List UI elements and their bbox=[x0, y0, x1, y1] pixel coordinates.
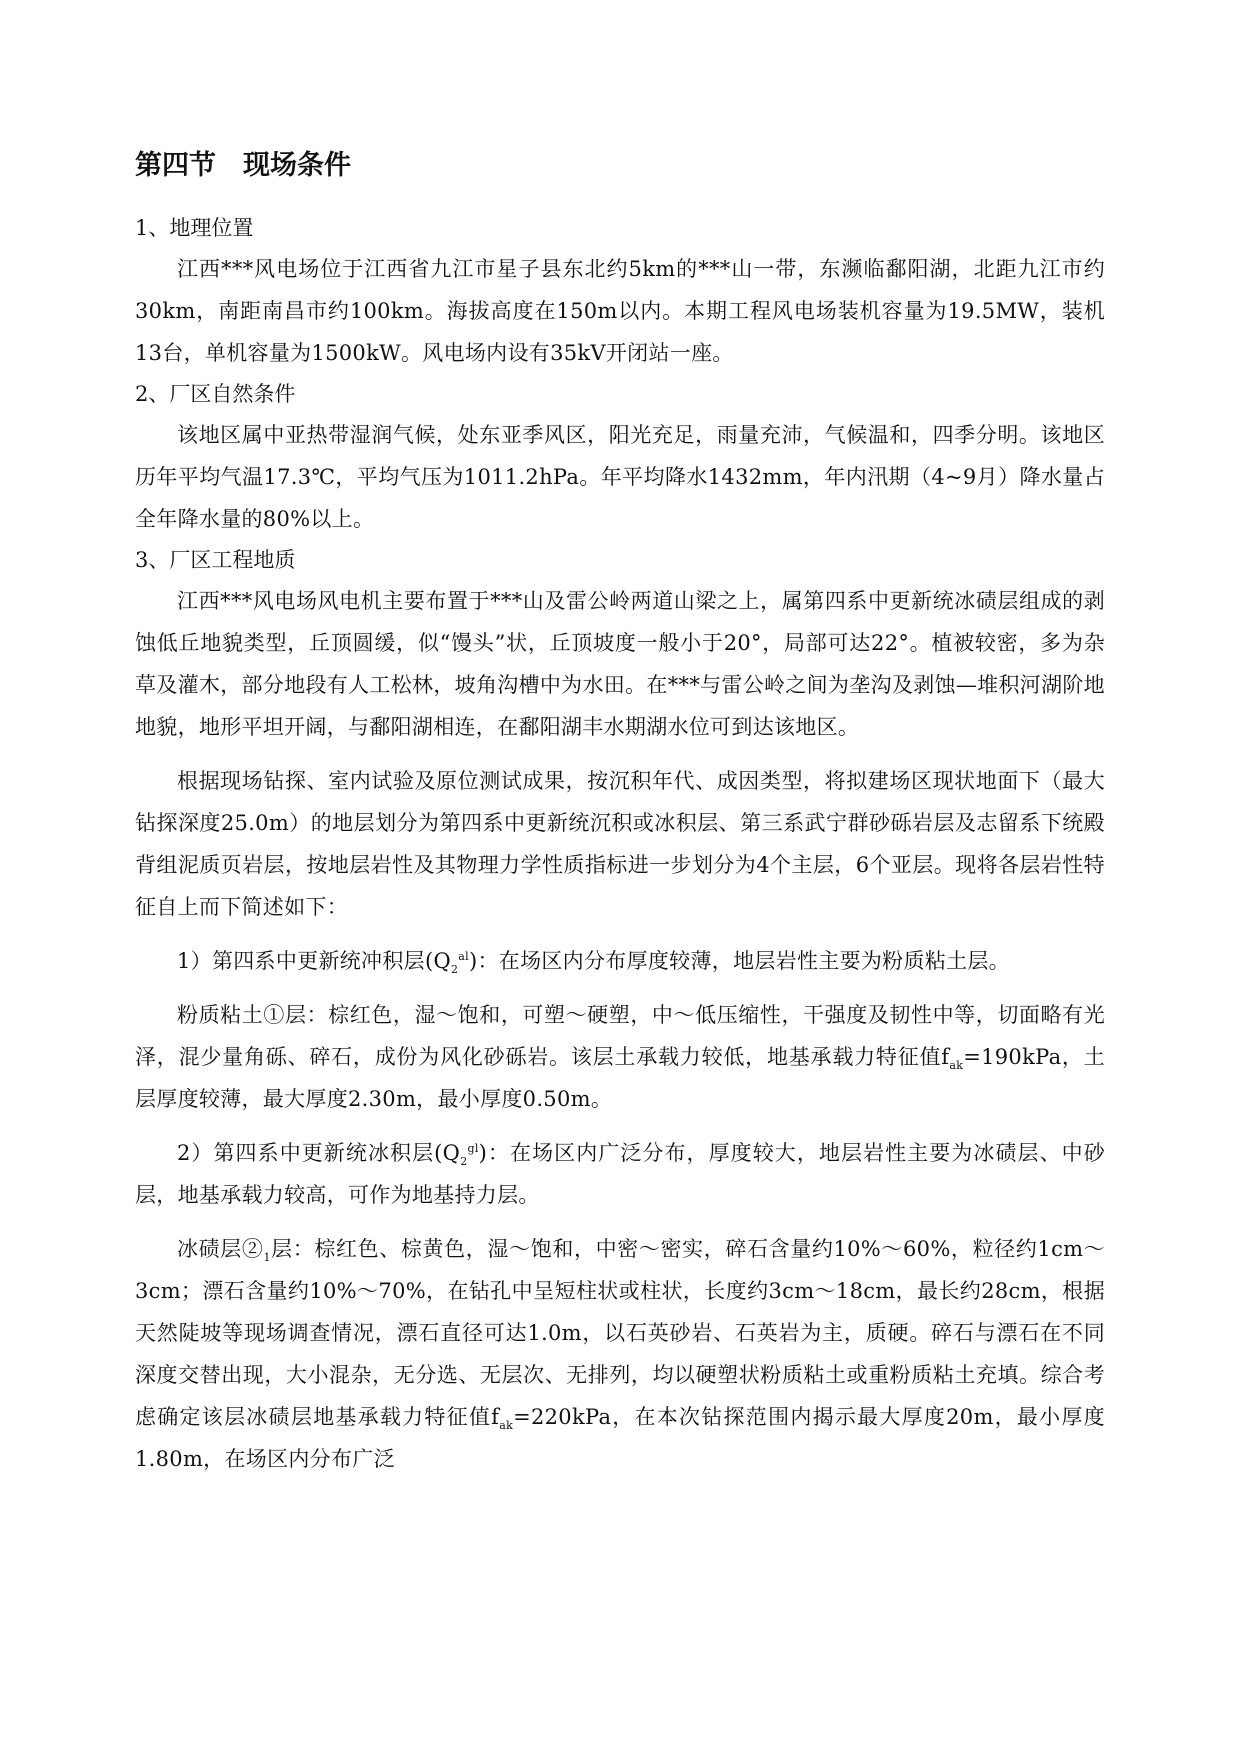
text-run: 1）第四系中更新统冲积层( bbox=[177, 949, 434, 974]
subsection-1-title: 1、地理位置 bbox=[135, 216, 254, 241]
section-heading: 第四节 现场条件 bbox=[135, 150, 351, 181]
layer-2-paragraph bbox=[135, 1132, 1105, 1216]
layer-subscript: 1 bbox=[263, 1251, 271, 1265]
paragraph: 该地区属中亚热带湿润气候，处东亚季风区，阳光充足，雨量充沛，气候温和，四季分明。该地区历年平均气温17.3℃，平均气压为1011.2hPa。年平均降水1432mm，年内汛期（4~9月）降水量占全年降水量的80%以上。 bbox=[135, 423, 1105, 532]
text-run: =190kPa，土层厚度较薄，最大厚度2.30m，最小厚度0.50m。 bbox=[135, 1045, 1105, 1112]
text-run: )：在场区内广泛分布，厚度较大，地层岩性主要为冰碛层、中砂层，地基承载力较高，可作为地基持力层。 bbox=[135, 1141, 1106, 1208]
layer-1-soil-paragraph bbox=[135, 994, 1105, 1120]
subsection-2-title: 2、厂区自然条件 bbox=[135, 382, 296, 407]
geologic-symbol: $Q_2^{al}$ bbox=[433, 949, 469, 977]
text-run: 冰碛层② bbox=[177, 1237, 264, 1262]
moraine-paragraph bbox=[135, 1228, 1105, 1480]
text-run: =220kPa，在本次钻探范围内揭示最大厚度20m，最小厚度1.80m，在场区内分布广泛 bbox=[135, 1405, 1105, 1472]
paragraph: 根据现场钻探、室内试验及原位测试成果，按沉积年代、成因类型，将拟建场区现状地面下（最大钻探深度25.0m）的地层划分为第四系中更新统沉积或冰积层、第三系武宁群砂砾岩层及志留系下统殿背组泥质页岩层，按地层岩性及其物理力学性质指标进一步划分为4个主层，6个亚层。现将各层岩性特征自上而下简述如下： bbox=[135, 769, 1105, 920]
paragraph: 江西***风电场风电机主要布置于***山及雷公岭两道山梁之上，属第四系中更新统冰碛层组成的剥蚀低丘地貌类型，丘顶圆缓，似“馒头”状，丘顶坡度一般小于20°，局部可达22°。植被较密，多为杂草及灌木，部分地段有人工松林，坡角沟槽中为水田。在***与雷公岭之间为垄沟及剥蚀—堆积河湖阶地地貌，地形平坦开阔，与鄱阳湖相连，在鄱阳湖丰水期湖水位可到达该地区。 bbox=[135, 589, 1105, 740]
fak-symbol: $f_{ak}$ bbox=[941, 1045, 964, 1073]
text-run: 2）第四系中更新统冰积层( bbox=[177, 1141, 443, 1166]
text-run: )：在场区内分布厚度较薄，地层岩性主要为粉质粘土层。 bbox=[468, 949, 1010, 974]
subsection-3-title: 3、厂区工程地质 bbox=[135, 548, 296, 573]
fak-symbol: $f_{ak}$ bbox=[491, 1405, 514, 1433]
text-run: 层：棕红色、棕黄色，湿～饱和，中密～密实，碎石含量约10%～60%，粒径约1cm～3cm；漂石含量约10%～70%，在钻孔中呈短柱状或柱状，长度约3cm～18cm，最长约28cm，根据天然陡坡等现场调查情况，漂石直径可达1.0m，以石英砂岩、石英岩为主，质硬。碎石与漂石在不同深度交替出现，大小混杂，无分选、无层次、无排列，均以硬塑状粉质粘土或重粉质粘土充填。综合考虑确定该层冰碛层地基承载力特征值 bbox=[135, 1237, 1105, 1430]
text-run: 粉质粘土①层：棕红色，湿～饱和，可塑～硬塑，中～低压缩性，干强度及韧性中等，切面略有光泽，混少量角砾、碎石，成份为风化砂砾岩。该层土承载力较低，地基承载力特征值 bbox=[135, 1003, 1105, 1070]
paragraph: 江西***风电场位于江西省九江市星子县东北约5km的***山一带，东濒临鄱阳湖，北距九江市约30km，南距南昌市约100km。海拔高度在150m以内。本期工程风电场装机容量为19.5MW，装机13台，单机容量为1500kW。风电场内设有35kV开闭站一座。 bbox=[135, 257, 1105, 366]
document-body bbox=[135, 150, 1105, 1480]
layer-1-paragraph bbox=[135, 940, 1105, 982]
geologic-symbol: $Q_2^{gl}$ bbox=[442, 1141, 479, 1169]
